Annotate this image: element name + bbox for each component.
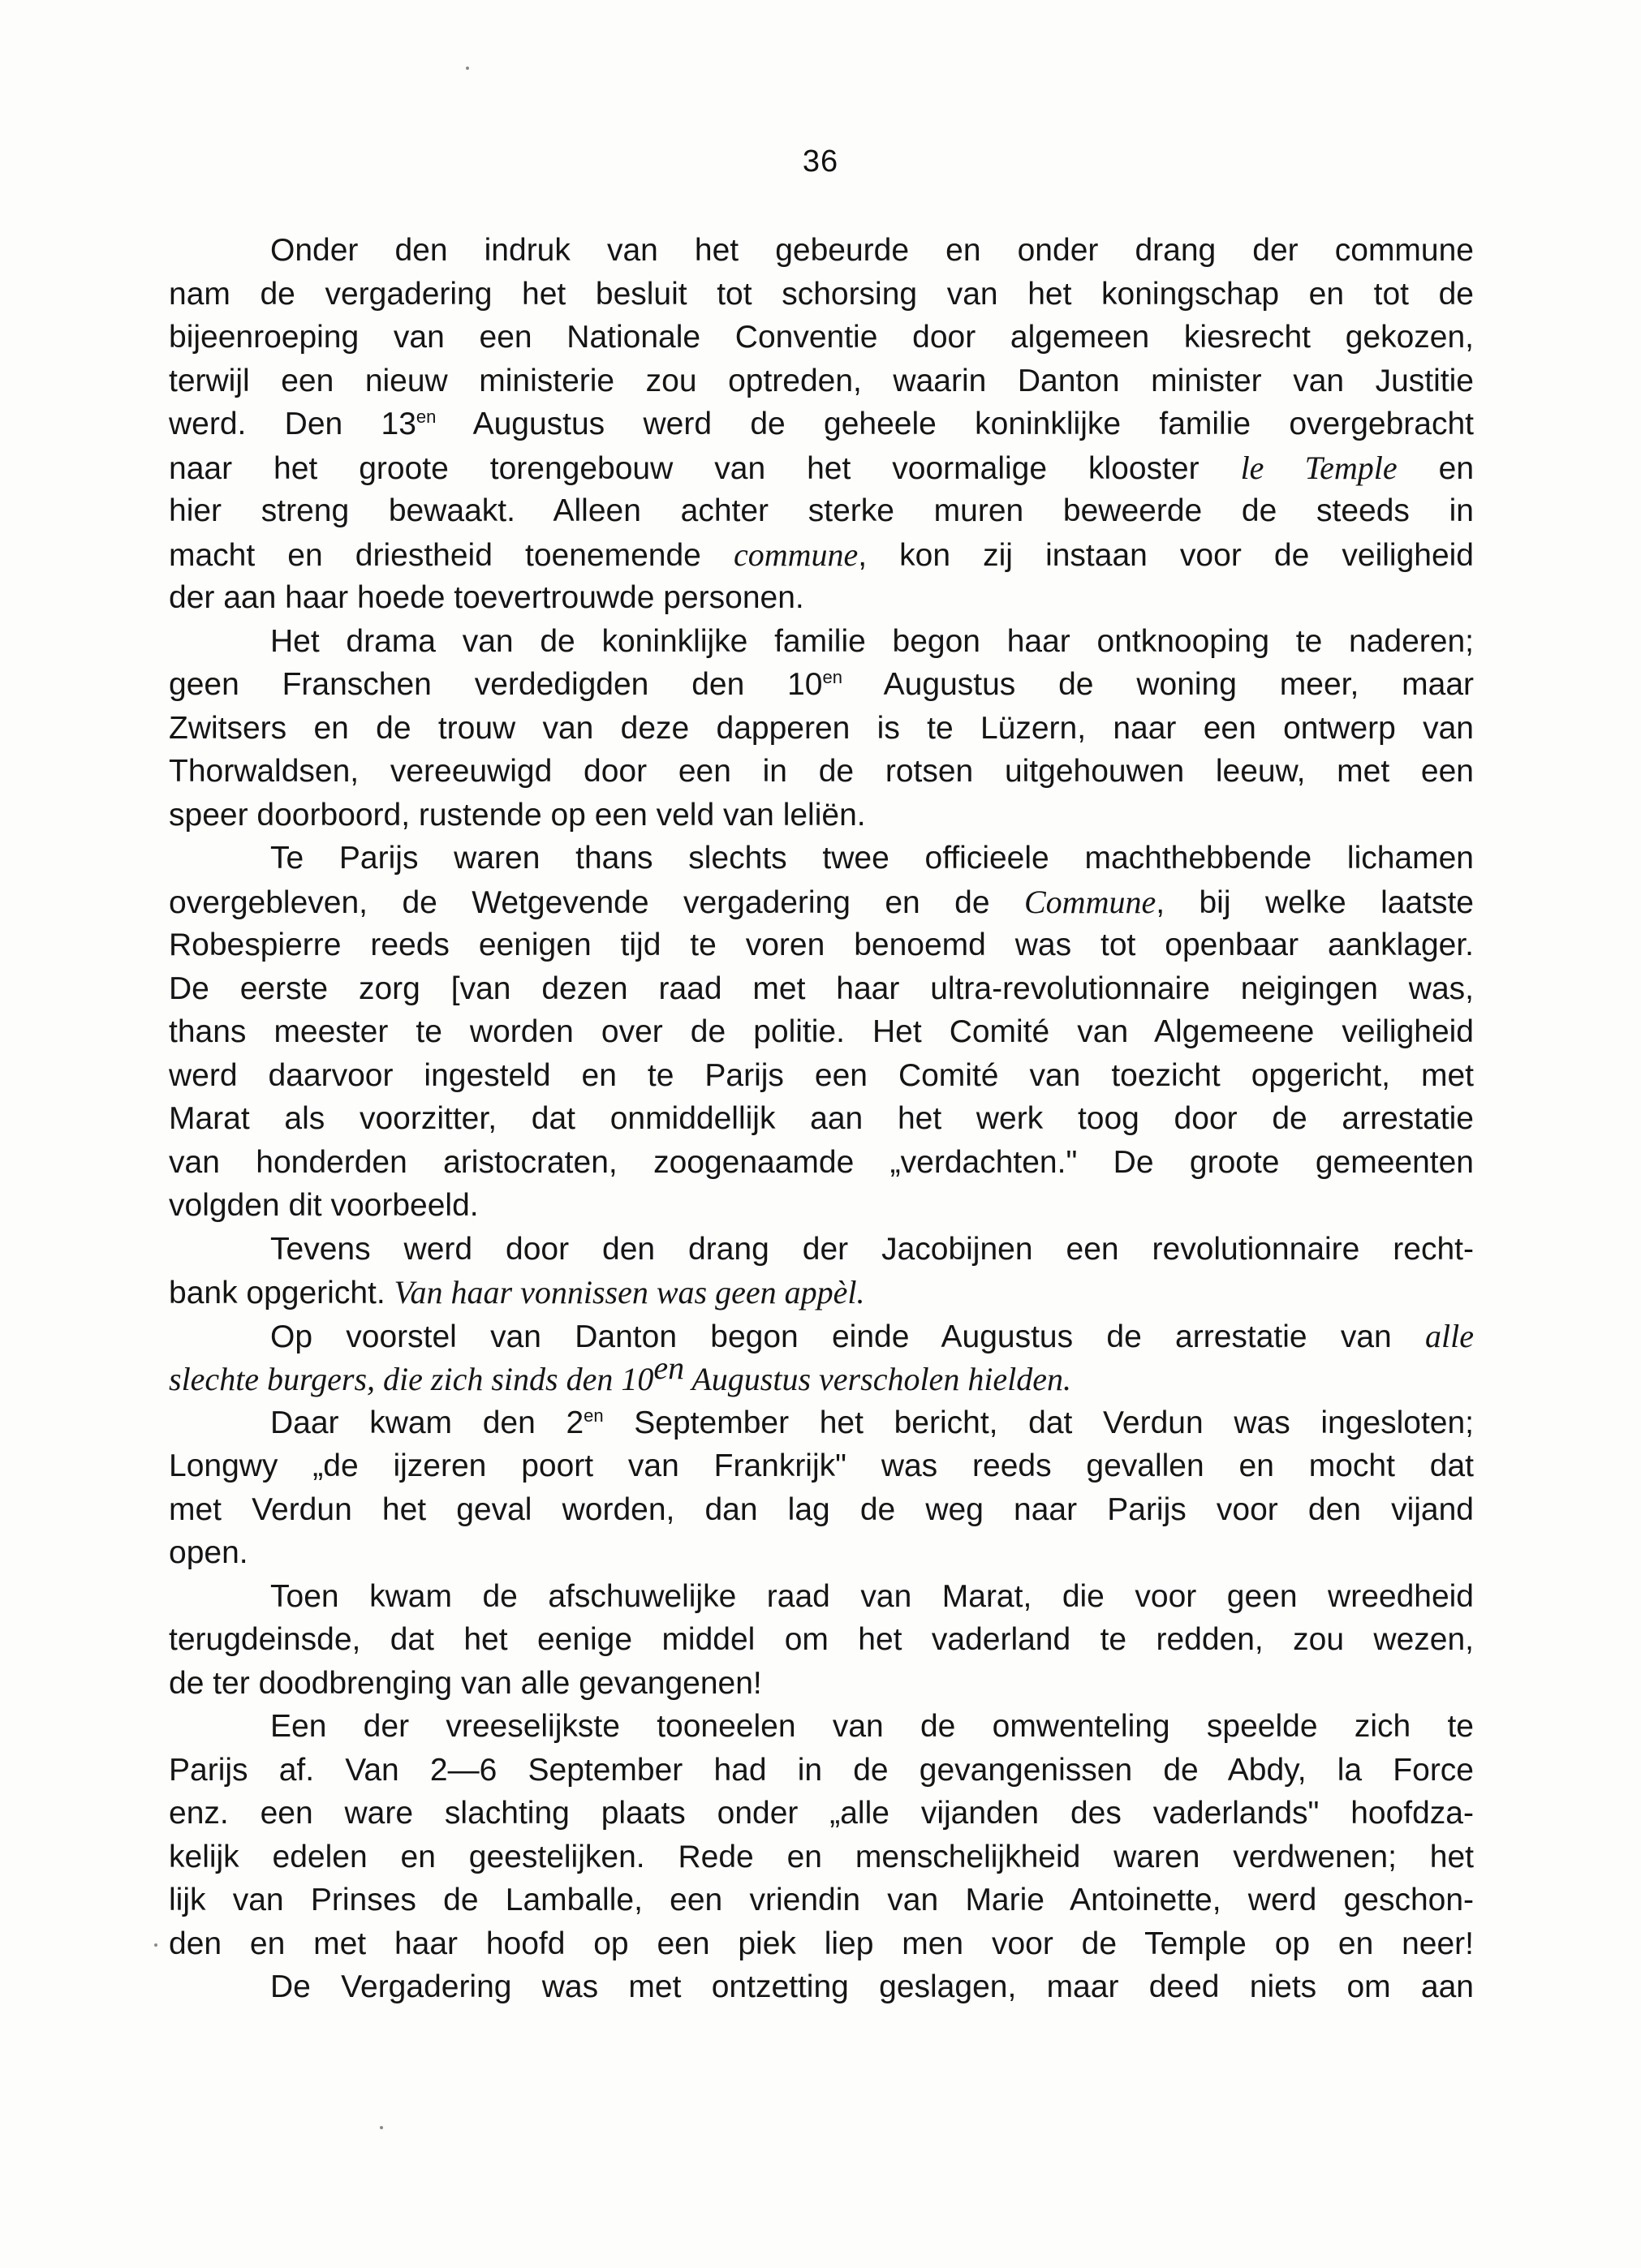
text-run: naar het groote torengebouw van het voormalige klooster bbox=[169, 450, 1241, 486]
text-run: den en met haar hoofd op een piek liep men voor de Temple op en neer! bbox=[169, 1926, 1474, 1961]
text-run: terugdeinsde, dat het eenige middel om het vaderland te redden, zou wezen, bbox=[169, 1622, 1474, 1657]
text-line bbox=[169, 1444, 1474, 1488]
text-line bbox=[169, 489, 1474, 533]
text-run: September het bericht, dat Verdun was ingesloten; bbox=[603, 1405, 1475, 1440]
text-line bbox=[169, 1965, 1474, 2009]
text-run: Onder den indruk van het gebeurde en onder drang der commune bbox=[270, 233, 1474, 268]
text-run: Te Parijs waren thans slechts twee officieele machthebbende lichamen bbox=[270, 841, 1474, 876]
text-line bbox=[169, 880, 1474, 924]
text-line bbox=[169, 576, 1474, 620]
italic-text: Commune bbox=[1024, 883, 1156, 920]
text-line bbox=[169, 794, 1474, 837]
text-run: Zwitsers en de trouw van deze dapperen is te Lüzern, naar een ontwerp van bbox=[169, 710, 1474, 746]
text-run: de ter doodbrenging van alle gevangenen! bbox=[169, 1665, 762, 1701]
text-line bbox=[169, 1879, 1474, 1922]
text-line bbox=[169, 750, 1474, 794]
superscript: en bbox=[653, 1349, 685, 1386]
text-line bbox=[169, 707, 1474, 751]
text-run: Longwy „de ijzeren poort van Frankrijk" was reeds gevallen en mocht dat bbox=[169, 1448, 1474, 1483]
text-run: terwijl een nieuw ministerie zou optreden, waarin Danton minister van Justitie bbox=[169, 363, 1474, 398]
text-run: Op voorstel van Danton begon einde Augustus de arrestatie van bbox=[270, 1319, 1426, 1354]
text-run: geen Franschen verdedigden den 10 bbox=[169, 667, 823, 702]
italic-text: Van haar vonnissen was geen appèl. bbox=[394, 1274, 865, 1310]
text-line bbox=[169, 1488, 1474, 1532]
text-run: bijeenroeping van een Nationale Conventie door algemeen kiesrecht gekozen, bbox=[169, 320, 1474, 355]
scan-speck bbox=[466, 67, 469, 70]
text-run: Marat als voorzitter, dat onmiddellijk aan het werk toog door de arrestatie bbox=[169, 1101, 1474, 1136]
text-line bbox=[169, 359, 1474, 403]
text-run: overgebleven, de Wetgevende vergadering en de bbox=[169, 884, 1024, 920]
text-run: Een der vreeselijkste tooneelen van de omwenteling speelde zich te bbox=[270, 1709, 1474, 1744]
text-line bbox=[169, 1531, 1474, 1575]
text-run: der aan haar hoede toevertrouwde personen. bbox=[169, 580, 804, 615]
text-line bbox=[169, 923, 1474, 967]
text-run: Tevens werd door den drang der Jacobijnen een revolutionnaire recht- bbox=[270, 1231, 1474, 1267]
text-run: hier streng bewaakt. Alleen achter sterke muren beweerde de steeds in bbox=[169, 493, 1474, 528]
text-line bbox=[169, 1141, 1474, 1185]
text-run: nam de vergadering het besluit tot schorsing van het koningschap en tot de bbox=[169, 276, 1474, 312]
text-run: Parijs af. Van 2—6 September had in de gevangenissen de Abdy, la Force bbox=[169, 1752, 1474, 1788]
text-run: van honderden aristocraten, zoogenaamde „verdachten." De groote gemeenten bbox=[169, 1144, 1474, 1180]
text-run: , bij welke laatste bbox=[1156, 884, 1474, 920]
text-run: Augustus de woning meer, maar bbox=[842, 667, 1474, 702]
text-line bbox=[169, 837, 1474, 880]
text-run: De eerste zorg [van dezen raad met haar ultra-revolutionnaire neigingen was, bbox=[169, 970, 1474, 1006]
italic-text: alle bbox=[1425, 1317, 1474, 1354]
scan-speck bbox=[380, 2126, 383, 2129]
superscript: en bbox=[822, 667, 842, 687]
text-run: volgden dit voorbeeld. bbox=[169, 1188, 479, 1223]
text-line bbox=[169, 967, 1474, 1011]
text-run: Thorwaldsen, vereeuwigd door een in de rotsen uitgehouwen leeuw, met een bbox=[169, 754, 1474, 789]
superscript: en bbox=[416, 407, 437, 427]
text-line bbox=[169, 316, 1474, 359]
text-line bbox=[169, 446, 1474, 490]
text-line bbox=[169, 1271, 1474, 1315]
text-line bbox=[169, 1749, 1474, 1792]
text-run: werd daarvoor ingesteld en te Parijs een Comité van toezicht opgericht, met bbox=[169, 1057, 1474, 1093]
text-run: Daar kwam den 2 bbox=[270, 1405, 584, 1440]
text-line bbox=[169, 1618, 1474, 1662]
text-run: met Verdun het geval worden, dan lag de weg naar Parijs voor den vijand bbox=[169, 1491, 1474, 1527]
text-line bbox=[169, 1315, 1474, 1358]
text-run: Het drama van de koninklijke familie begon haar ontknooping te naderen; bbox=[270, 623, 1474, 659]
text-line bbox=[169, 1705, 1474, 1749]
text-line bbox=[169, 1349, 1474, 1401]
text-run: bank opgericht. bbox=[169, 1276, 394, 1310]
text-line bbox=[169, 1010, 1474, 1054]
text-run: speer doorboord, rustende op een veld van leliën. bbox=[169, 797, 866, 833]
text-run: werd. Den 13 bbox=[169, 407, 416, 441]
text-line bbox=[169, 1054, 1474, 1098]
text-run: lijk van Prinses de Lamballe, een vriendin van Marie Antoinette, werd geschon- bbox=[169, 1883, 1474, 1917]
text-run: Augustus werd de geheele koninklijke familie overgebracht bbox=[436, 407, 1474, 441]
text-run: en bbox=[1397, 450, 1475, 486]
text-line bbox=[169, 273, 1474, 316]
italic-text: Augustus verscholen hielden. bbox=[684, 1361, 1072, 1397]
text-line bbox=[169, 1184, 1474, 1228]
text-run: kelijk edelen en geestelijken. Rede en menschelijkheid waren verdwenen; het bbox=[169, 1839, 1474, 1874]
superscript: en bbox=[584, 1405, 604, 1426]
text-run: Toen kwam de afschuwelijke raad van Marat, die voor geen wreedheid bbox=[270, 1578, 1474, 1614]
text-line bbox=[169, 533, 1474, 577]
text-line bbox=[169, 1662, 1474, 1706]
italic-text: le Temple bbox=[1240, 449, 1398, 486]
text-line bbox=[169, 663, 1474, 707]
body-text bbox=[169, 229, 1474, 2009]
text-line bbox=[169, 1575, 1474, 1619]
italic-text: slechte burgers, die zich sinds den 10 bbox=[169, 1361, 654, 1397]
text-line bbox=[169, 620, 1474, 664]
scan-speck bbox=[154, 1943, 157, 1947]
text-line bbox=[169, 1097, 1474, 1141]
text-run: Robespierre reeds eenigen tijd te voren benoemd was tot openbaar aanklager. bbox=[169, 927, 1474, 962]
text-line bbox=[169, 229, 1474, 273]
page-number: 36 bbox=[802, 144, 839, 179]
text-run: thans meester te worden over de politie. Het Comité van Algemeene veiligheid bbox=[169, 1014, 1474, 1049]
text-run: , kon zij instaan voor de veiligheid bbox=[858, 537, 1474, 573]
text-run: enz. een ware slachting plaats onder „alle vijanden des vaderlands" hoofdza- bbox=[169, 1796, 1474, 1831]
text-line bbox=[169, 1401, 1474, 1445]
text-line bbox=[169, 1792, 1474, 1835]
text-line bbox=[169, 1922, 1474, 1966]
text-run: De Vergadering was met ontzetting geslagen, maar deed niets om aan bbox=[270, 1969, 1474, 2004]
text-run: open. bbox=[169, 1535, 248, 1570]
text-line bbox=[169, 1228, 1474, 1272]
text-line bbox=[169, 402, 1474, 446]
text-run: macht en driestheid toenemende bbox=[169, 537, 734, 573]
italic-text: commune bbox=[733, 536, 859, 573]
text-line bbox=[169, 1835, 1474, 1879]
